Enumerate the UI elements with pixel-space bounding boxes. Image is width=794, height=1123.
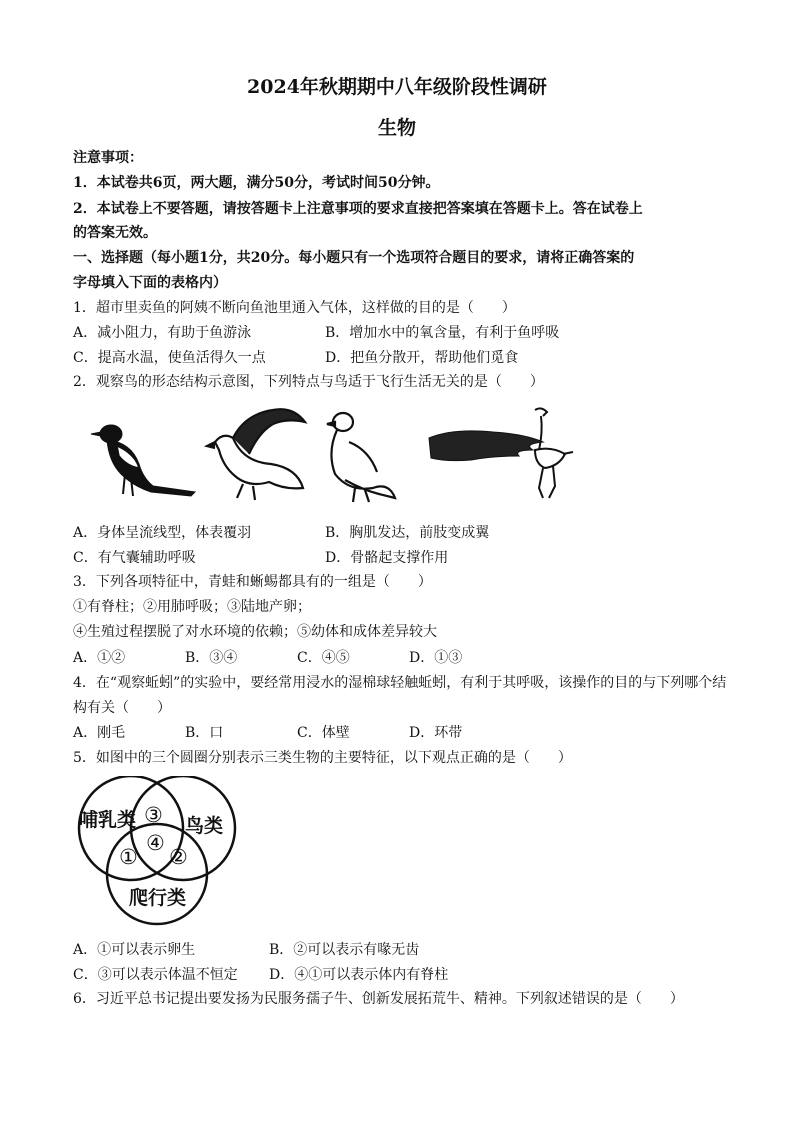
q4-stem-line-2: 构有关（ ） bbox=[73, 700, 171, 716]
q3-option-b: B．③④ bbox=[185, 650, 238, 666]
q5-option-a: A．①可以表示卵生 bbox=[73, 942, 196, 958]
q1-option-c: C．提高水温，使鱼活得久一点 bbox=[73, 350, 266, 366]
q1-option-a: A．减小阻力，有助于鱼游泳 bbox=[73, 325, 252, 341]
pigeon-illustration bbox=[327, 413, 395, 502]
bird-structure-figure bbox=[73, 402, 608, 512]
q2-option-b: B．胸肌发达，前肢变成翼 bbox=[325, 525, 490, 541]
q1-stem: 1．超市里卖鱼的阿姨不断向鱼池里通入气体，这样做的目的是（ ） bbox=[73, 300, 516, 316]
venn-label-reptile: 爬行类 bbox=[129, 887, 187, 909]
q2-option-c: C．有气囊辅助呼吸 bbox=[73, 550, 196, 566]
q3-stem: 3．下列各项特征中，青蛙和蜥蜴都具有的一组是（ ） bbox=[73, 574, 432, 590]
q5-option-b: B．②可以表示有喙无齿 bbox=[269, 942, 420, 958]
q3-option-c: C．④⑤ bbox=[297, 650, 350, 666]
q3-option-d: D．①③ bbox=[409, 650, 463, 666]
q4-option-b: B．口 bbox=[185, 725, 224, 741]
q3-statements-line-2: ④生殖过程摆脱了对水环境的依赖；⑤幼体和成体差异较大 bbox=[73, 624, 437, 640]
venn-label-mammal: 哺乳类 bbox=[79, 809, 137, 831]
exam-title: 2024年秋期期中八年级阶段性调研 bbox=[247, 76, 547, 98]
q5-option-c: C．③可以表示体温不恒定 bbox=[73, 967, 238, 983]
magpie-illustration bbox=[91, 425, 195, 496]
q6-stem: 6．习近平总书记提出要发扬为民服务孺子牛、创新发展拓荒牛、精神。下列叙述错误的是（ ） bbox=[73, 991, 684, 1007]
q4-stem-line-1: 4．在“观察蚯蚓”的实验中，要经常用浸水的湿棉球轻触蚯蚓，有利于其呼吸，该操作的目的与下列哪个结 bbox=[73, 675, 727, 691]
section-1-heading-line-1: 一、选择题（每小题1分，共20分。每小题只有一个选项符合题目的要求，请将正确答案的 bbox=[73, 250, 635, 266]
notice-heading: 注意事项： bbox=[73, 150, 143, 166]
q4-option-d: D．环带 bbox=[409, 725, 463, 741]
q3-statements-line-1: ①有脊柱；②用肺呼吸；③陆地产卵； bbox=[73, 599, 311, 615]
venn-region-2: ② bbox=[169, 845, 188, 869]
q2-option-d: D．骨骼起支撑作用 bbox=[325, 550, 449, 566]
q5-option-d: D．④①可以表示体内有脊柱 bbox=[269, 967, 449, 983]
venn-label-bird: 鸟类 bbox=[185, 815, 224, 837]
q2-stem: 2．观察鸟的形态结构示意图，下列特点与鸟适于飞行生活无关的是（ ） bbox=[73, 374, 544, 390]
notice-item-1: 1．本试卷共6页，两大题，满分50分，考试时间50分钟。 bbox=[73, 175, 440, 191]
notice-item-2-line-2: 的答案无效。 bbox=[73, 225, 157, 241]
q1-option-d: D．把鱼分散开，帮助他们觅食 bbox=[325, 350, 519, 366]
q5-stem: 5．如图中的三个圆圈分别表示三类生物的主要特征，以下观点正确的是（ ） bbox=[73, 750, 572, 766]
q1-option-b: B．增加水中的氧含量，有利于鱼呼吸 bbox=[325, 325, 560, 341]
venn-region-3: ③ bbox=[144, 803, 163, 827]
venn-region-1: ① bbox=[119, 845, 138, 869]
notice-item-2-line-1: 2．本试卷上不要答题，请按答题卡上注意事项的要求直接把答案填在答题卡上。答在试卷上 bbox=[73, 201, 643, 217]
venn-diagram bbox=[73, 776, 243, 926]
subject-title: 生物 bbox=[377, 117, 416, 139]
flying-dove-illustration bbox=[207, 409, 305, 500]
q2-option-a: A．身体呈流线型，体表覆羽 bbox=[73, 525, 252, 541]
q4-option-c: C．体壁 bbox=[297, 725, 350, 741]
section-1-heading-line-2: 字母填入下面的表格内） bbox=[73, 275, 227, 291]
q3-option-a: A．①② bbox=[73, 650, 126, 666]
q4-option-a: A．刚毛 bbox=[73, 725, 126, 741]
bird-skeleton-illustration bbox=[535, 408, 573, 498]
venn-region-4: ④ bbox=[146, 831, 165, 855]
wing-illustration bbox=[429, 431, 543, 461]
